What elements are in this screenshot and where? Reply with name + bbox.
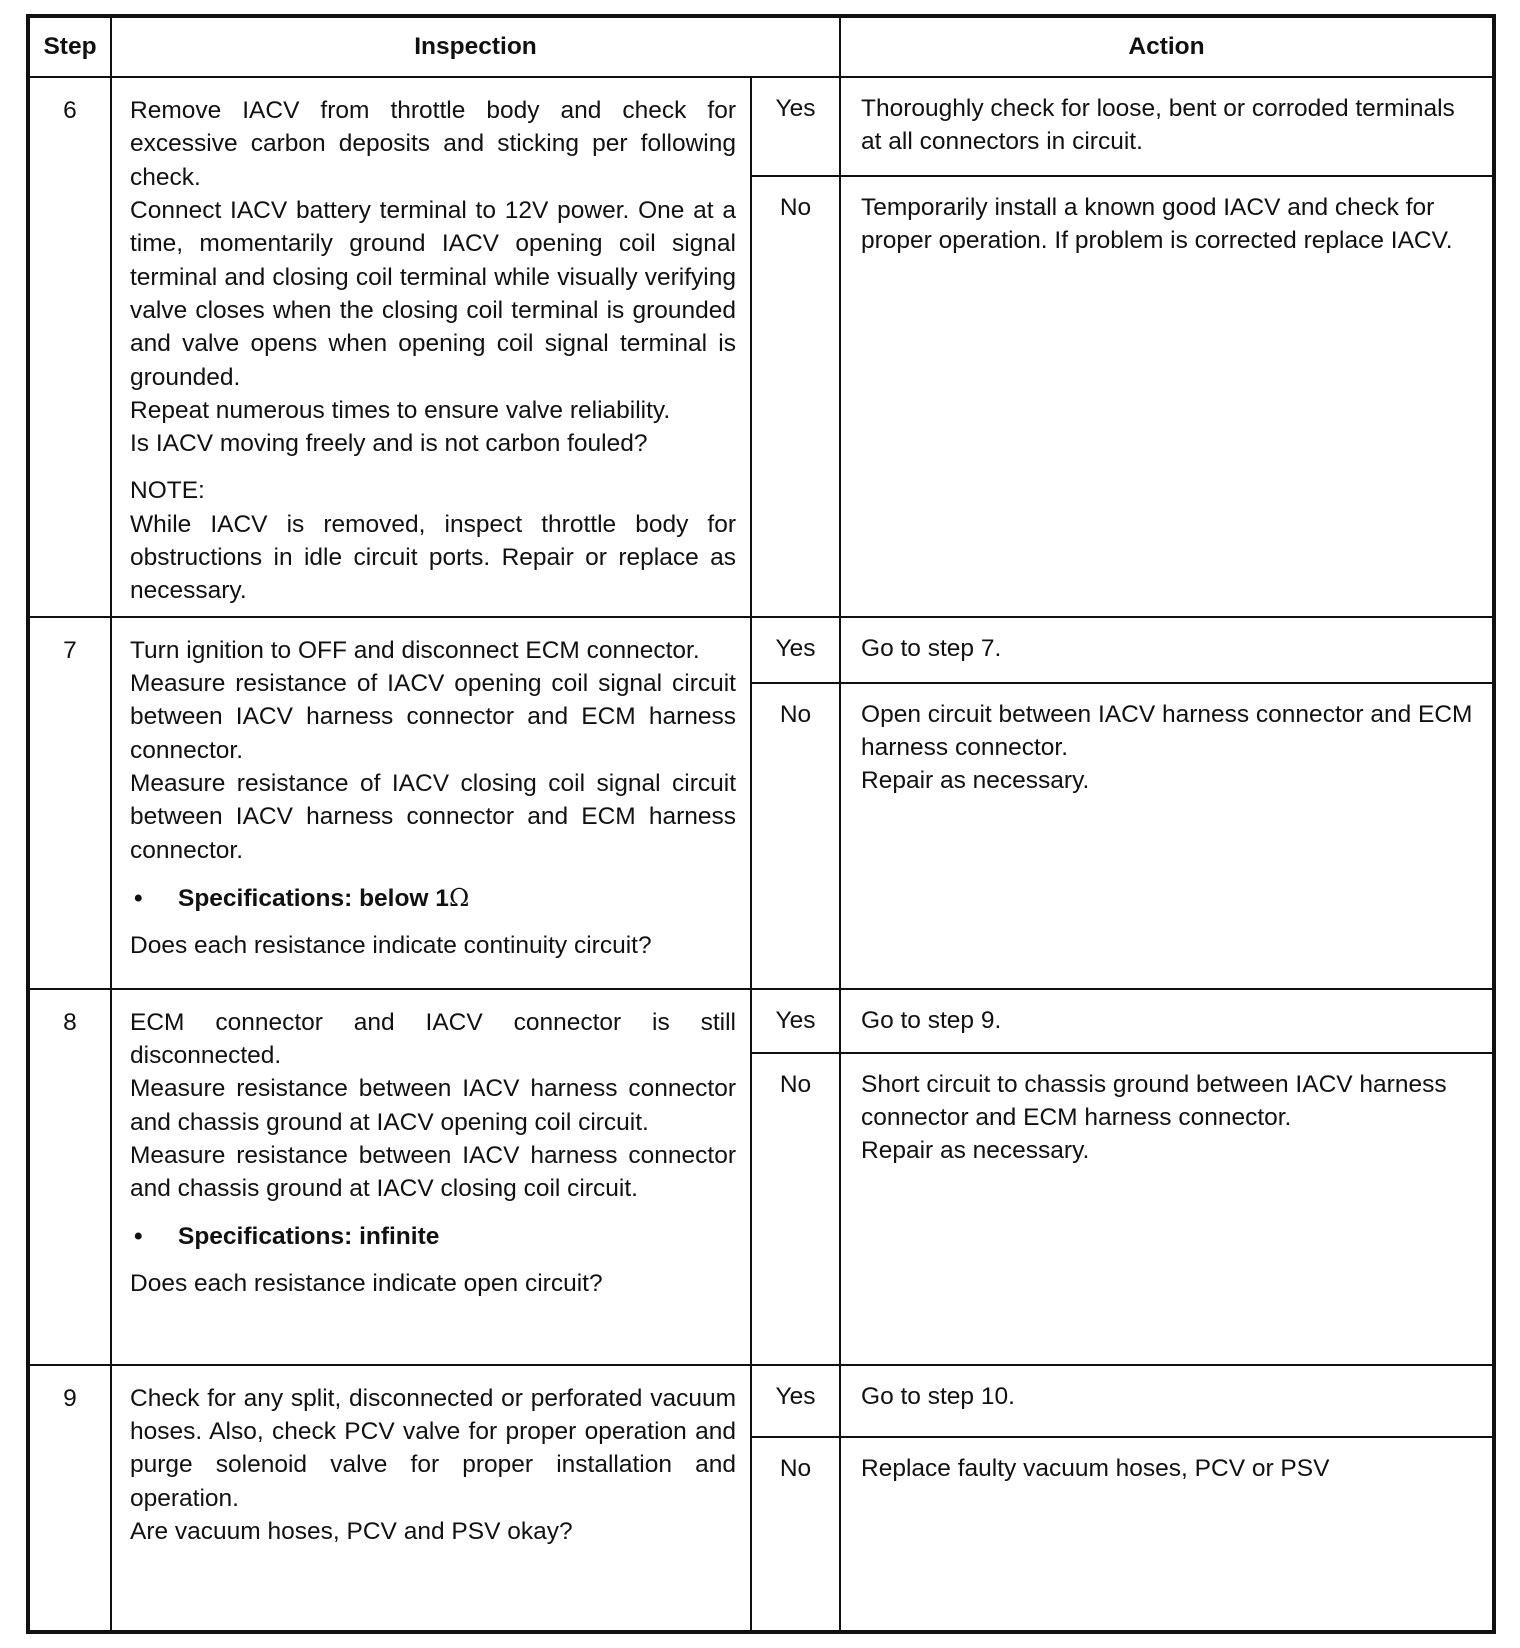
- inspection-text: Measure resistance of IACV closing coil signal circuit between IACV harness connector and ECM harness connector.: [130, 769, 736, 864]
- specification-text: Specifications: infinite: [178, 1222, 440, 1250]
- note-label: NOTE:: [130, 477, 205, 505]
- action-text: Repair as necessary.: [861, 1137, 1090, 1165]
- specification-text: Specifications: below 1: [178, 884, 449, 912]
- step-number: 6: [29, 77, 111, 617]
- step-number: 8: [29, 989, 111, 1365]
- inspection-question: Does each resistance indicate continuity circuit?: [130, 932, 652, 960]
- action-text: Repair as necessary.: [861, 767, 1090, 795]
- yes-action: [840, 77, 1493, 176]
- action-text: Go to step 7.: [861, 634, 1002, 662]
- inspection-text: ECM connector and IACV connector is still disconnected.: [130, 1008, 736, 1069]
- note-text: While IACV is removed, inspect throttle body for obstructions in idle circuit ports. Repair or replace as necessary.: [130, 510, 736, 605]
- action-text: Open circuit between IACV harness connector and ECM harness connector.: [861, 700, 1473, 761]
- table-header-row: [29, 17, 1493, 77]
- specification: [130, 1220, 736, 1253]
- no-label: No: [751, 1053, 840, 1365]
- inspection-text: Measure resistance between IACV harness connector and chassis ground at IACV opening coil circuit.: [130, 1075, 736, 1136]
- table-row: [29, 77, 1493, 176]
- yes-label: Yes: [751, 617, 840, 683]
- yes-label: Yes: [751, 989, 840, 1053]
- yes-action: [840, 617, 1493, 683]
- yes-label: Yes: [751, 77, 840, 176]
- header-inspection: Inspection: [111, 17, 840, 77]
- table-row: [29, 617, 1493, 683]
- header-action: Action: [840, 17, 1493, 77]
- inspection-text: Check for any split, disconnected or perforated vacuum hoses. Also, check PCV valve for proper operation and purge solenoid valve for proper installation and operation.: [130, 1384, 736, 1512]
- yes-label: Yes: [751, 1365, 840, 1437]
- action-text: Temporarily install a known good IACV and check for proper operation. If problem is corrected replace IACV.: [861, 193, 1453, 255]
- bullet-icon: •: [134, 884, 143, 912]
- inspection-text: Turn ignition to OFF and disconnect ECM connector.: [130, 636, 700, 664]
- bullet-icon: •: [134, 1222, 143, 1250]
- inspection-cell: [111, 77, 751, 617]
- inspection-question: Does each resistance indicate open circuit?: [130, 1269, 603, 1297]
- action-text: Thoroughly check for loose, bent or corroded terminals at all connectors in circuit.: [861, 95, 1455, 156]
- action-text: Go to step 9.: [861, 1006, 1002, 1034]
- action-text: Replace faulty vacuum hoses, PCV or PSV: [861, 1454, 1330, 1482]
- yes-action: [840, 1365, 1493, 1437]
- table-row: [29, 989, 1493, 1053]
- inspection-text: Repeat numerous times to ensure valve reliability.: [130, 396, 671, 424]
- inspection-text: Measure resistance of IACV opening coil signal circuit between IACV harness connector and ECM harness connector.: [130, 670, 736, 764]
- table-row: [29, 1365, 1493, 1437]
- inspection-cell: [111, 989, 751, 1365]
- diagnostic-table-page: [26, 14, 1496, 1634]
- inspection-question: Are vacuum hoses, PCV and PSV okay?: [130, 1517, 573, 1545]
- no-label: No: [751, 683, 840, 989]
- no-action: [840, 1053, 1493, 1365]
- inspection-cell: [111, 617, 751, 989]
- ohm-symbol: Ω: [448, 882, 470, 912]
- inspection-text: Measure resistance between IACV harness connector and chassis ground at IACV closing coil circuit.: [130, 1141, 736, 1203]
- action-text: Go to step 10.: [861, 1382, 1015, 1410]
- no-action: [840, 1437, 1493, 1631]
- inspection-cell: [111, 1365, 751, 1631]
- action-text: Short circuit to chassis ground between IACV harness connector and ECM harness connector.: [861, 1070, 1447, 1131]
- inspection-question: Is IACV moving freely and is not carbon fouled?: [130, 430, 648, 458]
- no-label: No: [751, 176, 840, 617]
- inspection-text: Connect IACV battery terminal to 12V power. One at a time, momentarily ground IACV opening coil signal terminal and closing coil terminal while visually verifying valve closes when the closing coil terminal is grounded and valve opens when opening coil signal terminal is grounded.: [130, 196, 736, 391]
- no-action: [840, 176, 1493, 617]
- no-action: [840, 683, 1493, 989]
- diagnostic-table: [28, 16, 1494, 1632]
- step-number: 7: [29, 617, 111, 989]
- no-label: No: [751, 1437, 840, 1631]
- header-step: Step: [29, 17, 111, 77]
- inspection-text: Remove IACV from throttle body and check for excessive carbon deposits and sticking per following check.: [130, 97, 736, 191]
- step-number: 9: [29, 1365, 111, 1631]
- specification: [130, 881, 736, 915]
- yes-action: [840, 989, 1493, 1053]
